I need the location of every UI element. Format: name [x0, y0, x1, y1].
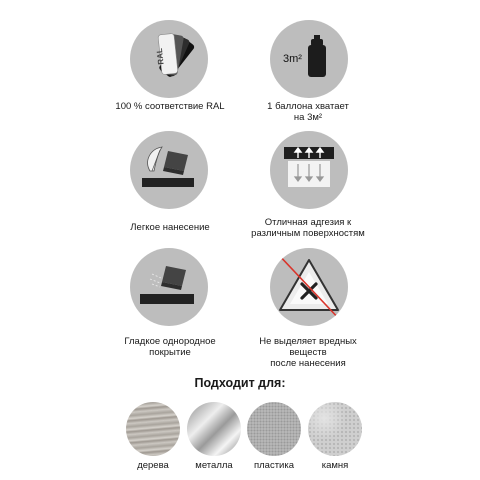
- material-label: дерева: [137, 460, 169, 471]
- material-label: металла: [195, 460, 233, 471]
- material-label: камня: [321, 460, 349, 471]
- spray-can-coverage-icon: [270, 20, 348, 98]
- feature-caption: [208, 217, 408, 239]
- caption-line: Отличная адгезия к: [264, 217, 352, 228]
- ral-color-fan-icon: [130, 20, 208, 98]
- caption-line: после нанесения: [270, 358, 346, 369]
- caption-line: 1 баллона хватает: [267, 101, 349, 112]
- ral-badge-text: RAL: [154, 47, 166, 66]
- caption-line: на 3м²: [293, 112, 323, 123]
- suitable-heading: Подходит для:: [194, 376, 286, 390]
- caption-line: различным поверхностям: [251, 228, 365, 239]
- stone-texture-icon: [308, 402, 362, 456]
- feature-caption: [208, 101, 408, 123]
- no-harmful-emissions-icon: [270, 248, 348, 326]
- wood-texture-icon: [126, 402, 180, 456]
- metal-texture-icon: [187, 402, 241, 456]
- adhesion-arrows-icon: [270, 131, 348, 209]
- material-label: пластика: [253, 460, 295, 471]
- caption-line: веществ: [289, 347, 327, 358]
- caption-line: Не выделяет вредных: [259, 336, 357, 347]
- coverage-badge-text: 3m²: [283, 53, 302, 65]
- caption-line: покрытие: [149, 347, 191, 358]
- smooth-coating-icon: [130, 248, 208, 326]
- feature-caption: [208, 336, 408, 369]
- feather-light-application-icon: [130, 131, 208, 209]
- caption-line: Гладкое однородное: [124, 336, 216, 347]
- plastic-texture-icon: [247, 402, 301, 456]
- caption-line: 100 % соответствие RAL: [115, 101, 225, 112]
- caption-line: Легкое нанесение: [130, 222, 210, 233]
